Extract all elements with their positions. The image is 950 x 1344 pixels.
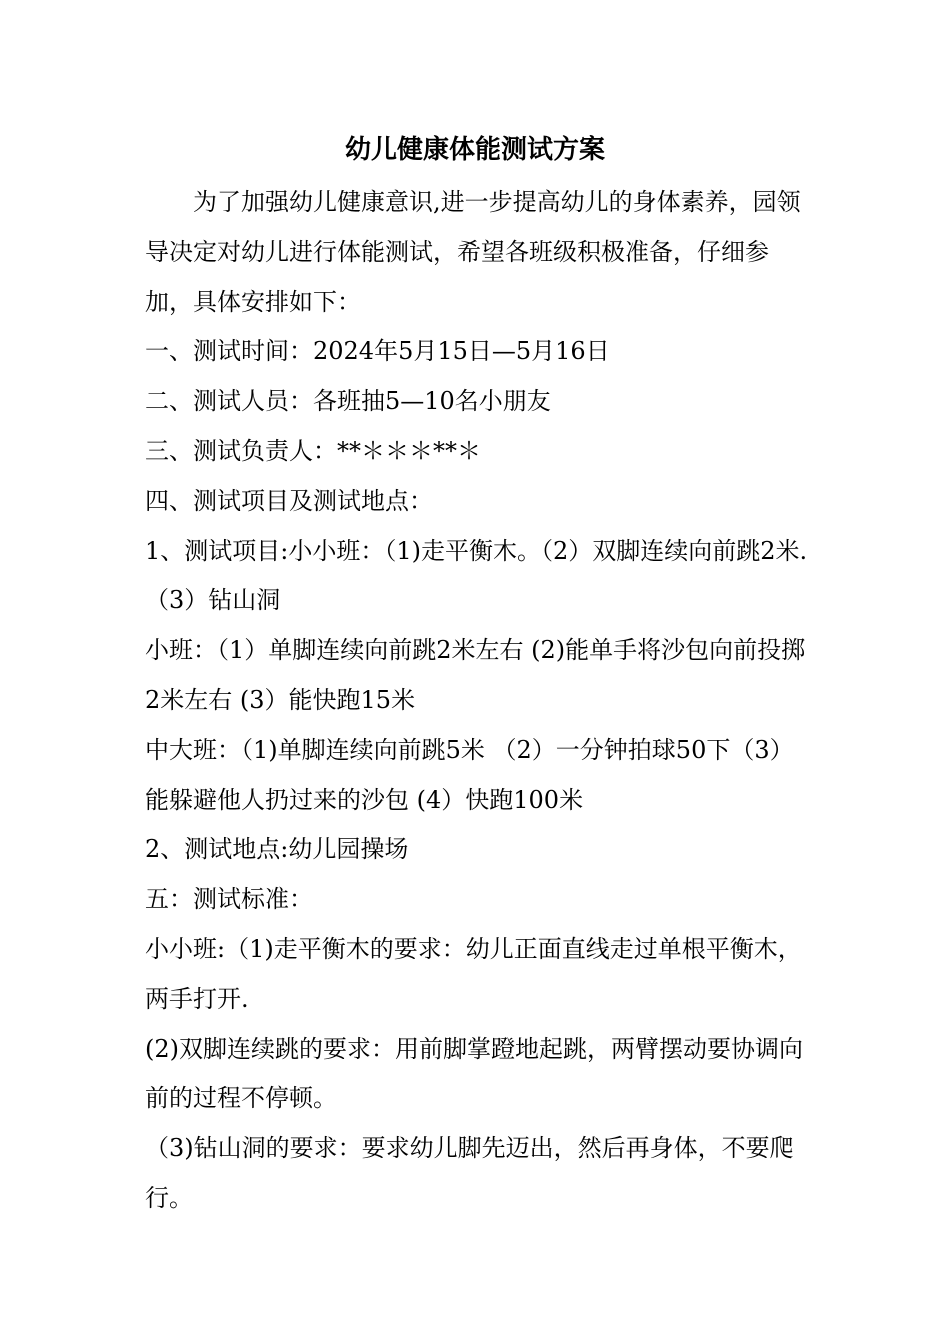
- test-location: 2、测试地点:幼儿园操场: [145, 835, 409, 864]
- section-test-participants: 二、测试人员：各班抽5—10名小朋友: [145, 387, 551, 416]
- test-items-middle-large-class: 中大班：（1)单脚连续向前跳5米 （2）一分钟拍球50下（3）能躲避他人扔过来的沙包 (4）快跑100米: [145, 735, 794, 814]
- section-test-time: 一、测试时间：2024年5月15日—5月16日: [145, 337, 610, 366]
- standard-balance-beam: 小小班:（1)走平衡木的要求：幼儿正面直线走过单根平衡木，两手打开.: [145, 934, 802, 1013]
- section-test-standards-heading: 五：测试标准：: [145, 885, 313, 914]
- intro-paragraph: 为了加强幼儿健康意识,进一步提高幼儿的身体素养，园领导决定对幼儿进行体能测试，希望各班级积极准备，仔细参加，具体安排如下：: [145, 188, 801, 316]
- test-items-toddler: 1、测试项目:小小班：（1)走平衡木。（2）双脚连续向前跳2米.（3）钻山洞: [145, 536, 808, 615]
- standard-tunnel-crawl: （3)钻山洞的要求：要求幼儿脚先迈出，然后再身体，不要爬行。: [145, 1134, 794, 1212]
- section-test-items-heading: 四、测试项目及测试地点：: [145, 486, 433, 515]
- document-body: [145, 178, 810, 1224]
- standard-double-jump: (2)双脚连续跳的要求：用前脚掌蹬地起跳，两臂摆动要协调向前的过程不停顿。: [145, 1034, 803, 1113]
- document-title: 幼儿健康体能测试方案: [344, 135, 605, 165]
- section-test-lead: 三、测试负责人：**＊＊＊**＊: [145, 436, 481, 465]
- test-items-small-class: 小班：（1）单脚连续向前跳2米左右 (2)能单手将沙包向前投掷2米左右 (3）能快跑15米: [145, 636, 806, 714]
